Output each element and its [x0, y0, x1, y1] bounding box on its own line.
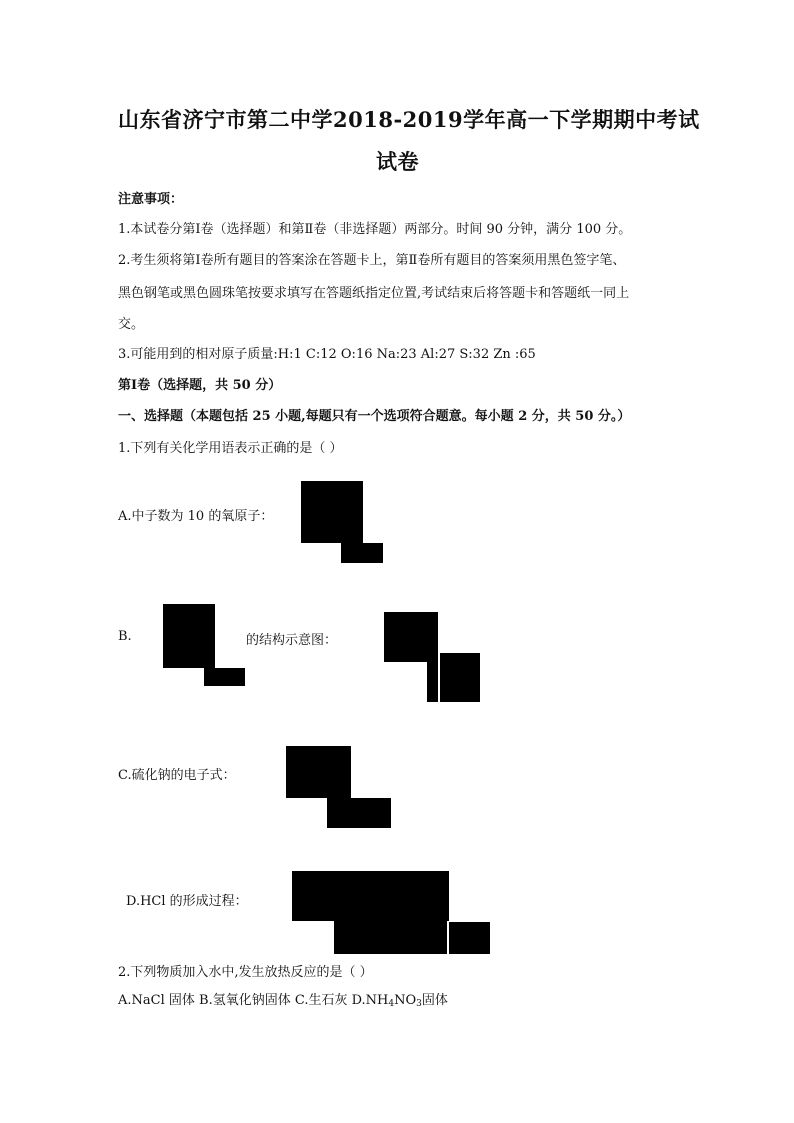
- notice-item-1: 1.本试卷分第Ⅰ卷（选择题）和第Ⅱ卷（非选择题）两部分。时间 90 分钟，满分 100 分。: [118, 222, 632, 237]
- notice-item-2-line-1: 2.考生须将第Ⅰ卷所有题目的答案涂在答题卡上，第Ⅱ卷所有题目的答案须用黑色签字笔、: [118, 253, 626, 268]
- notice-item-2-line-3: 交。: [118, 317, 145, 332]
- part-heading: 一、选择题（本题包括 25 小题,每题只有一个选项符合题意。每小题 2 分，共 50 分。）: [118, 409, 631, 424]
- subscript-3: 3: [416, 999, 422, 1009]
- question-2-stem: 2.下列物质加入水中,发生放热反应的是（ ）: [118, 965, 373, 980]
- question-2-options-text: A.NaCl 固体 B.氢氧化钠固体 C.生石灰 D.NH: [118, 993, 389, 1008]
- question-1-option-d: D.HCl 的形成过程：: [126, 894, 248, 909]
- question-1-option-a: A.中子数为 10 的氧原子：: [118, 509, 274, 524]
- question-1-option-b-suffix: 的结构示意图：: [246, 633, 338, 648]
- question-2-options-tail: 固体: [421, 993, 448, 1008]
- question-2-options-formula: NO: [394, 993, 417, 1008]
- question-1-stem: 1.下列有关化学用语表示正确的是（ ）: [118, 441, 343, 456]
- notice-item-3: 3.可能用到的相对原子质量:H:1 C:12 O:16 Na:23 Al:27 S:32 Zn :65: [118, 347, 536, 362]
- page-title: 山东省济宁市第二中学2018-2019学年高一下学期期中考试: [118, 107, 700, 132]
- notice-heading: 注意事项：: [118, 192, 184, 207]
- question-1-option-c: C.硫化钠的电子式：: [118, 768, 236, 783]
- page-title-continued: 试卷: [376, 149, 419, 174]
- section-heading: 第Ⅰ卷（选择题，共 50 分）: [118, 378, 282, 393]
- subscript-4: 4: [388, 999, 395, 1009]
- notice-item-2-line-2: 黑色钢笔或黑色圆珠笔按要求填写在答题纸指定位置,考试结束后将答题卡和答题纸一同上: [118, 286, 630, 301]
- question-1-option-b-prefix: B.: [118, 629, 132, 644]
- question-2-options: [118, 989, 448, 1008]
